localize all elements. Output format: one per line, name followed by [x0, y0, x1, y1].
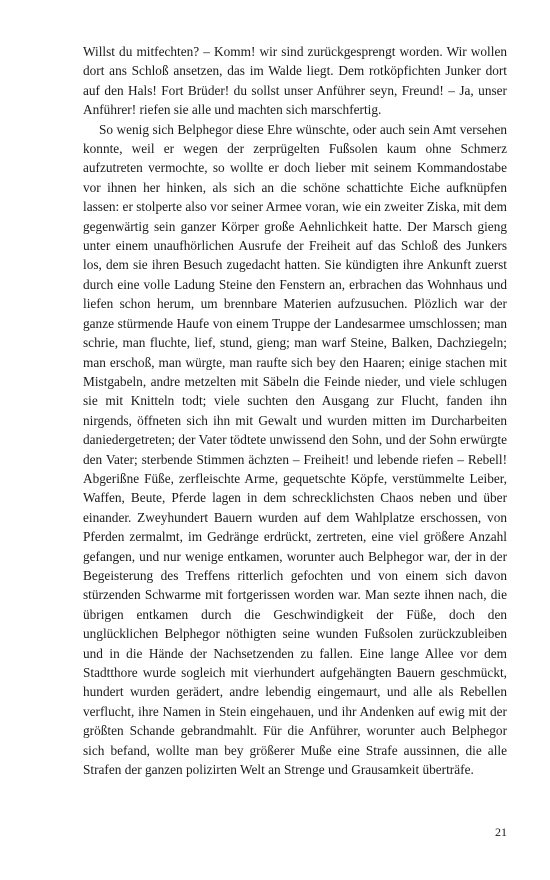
- body-text: [83, 42, 507, 779]
- paragraph-2: So wenig sich Belphegor diese Ehre wünschte, oder auch sein Amt versehen konnte, weil er wegen der zerprügelten Fußsolen kaum ohne Schmerz aufzutreten vermochte, so wollte er doch lieber mit seinem Kommandostabe vor ihnen her hinken, als sich an die schöne schattichte Eiche aufknüpfen lassen: er stolperte also vor seiner Armee voran, wie ein zweiter Ziska, mit dem gegenwärtig sein ganzer Körper große Aehnlichkeit hatte. Der Marsch gieng unter einem unaufhörlichen Ausrufe der Freiheit auf das Schloß des Junkers los, dem sie ihren Besuch zugedacht hatten. Sie kündigten ihre Ankunft zuerst durch eine volle Ladung Steine den Fenstern an, erbrachen das Wohnhaus und liefen schon herum, um brennbare Materien aufzusuchen. Plözlich war der ganze stürmende Haufe von einem Truppe der Landesarmee umschlossen; man schrie, man fluchte, lief, stund, gieng; man warf Steine, Balken, Dachziegeln; man erschoß, man würgte, man raufte sich bey den Haaren; einige stachen mit Mistgabeln, andre metzelten mit Säbeln die Feinde nieder, und viele schlugen sie mit Knitteln todt; viele suchten den Ausgang zur Flucht, fanden ihn nirgends, öffneten sich ihn mit Gewalt und wurden mitten im Durcharbeiten daniedergetreten; der Vater tödtete unwissend den Sohn, und der Sohn erwürgte den Vater; sterbende Stimmen ächzten – Freiheit! und lebende riefen – Rebell! Abgerißne Füße, zerfleischte Arme, gequetschte Köpfe, verstümmelte Leiber, Waffen, Beute, Pferde lagen in dem schrecklichsten Chaos neben und über einander. Zweyhundert Bauern wurden auf dem Wahlplatze erschossen, von Pferden zermalmt, im Gedränge erdrückt, zertreten, eine viel größere Anzahl gefangen, und nur wenige entkamen, worunter auch Belphegor war, der in der Begeisterung des Treffens ritterlich gefochten und von einem sich davon stürzenden Schwarme mit fortgerissen worden war. Man sezte ihnen nach, die übrigen entkamen durch die Geschwindigkeit der Füße, doch den unglücklichen Belphegor nöthigten seine wunden Fußsolen zurückzubleiben und in die Hände der Nachsetzenden zu fallen. Eine lange Allee vor dem Stadtthore wurde sogleich mit vierhundert aufgehängten Bauern geschmückt, hundert wurden gerädert, andre lebendig eingemaurt, und alle als Rebellen verflucht, ihre Namen in Stein eingehauen, und ihr Andenken auf ewig mit der größten Schande gebrandmahlt. Für die Anführer, worunter auch Belphegor sich befand, wollte man bey größerer Muße eine Strafe aussinnen, die alle Strafen der ganzen polizirten Welt an Strenge und Grausamkeit überträfe.: [83, 121, 507, 778]
- paragraph-1: Willst du mitfechten? – Komm! wir sind zurückgesprengt worden. Wir wollen dort ans Schloß ansetzen, das im Walde liegt. Dem rotköpfichten Junker dort auf den Hals! Fort Brüder! du sollst unser Anführer seyn, Freund! – Ja, unser Anführer! riefen sie alle und machten sich marschfertig.: [83, 44, 507, 118]
- page-number: 21: [495, 825, 507, 839]
